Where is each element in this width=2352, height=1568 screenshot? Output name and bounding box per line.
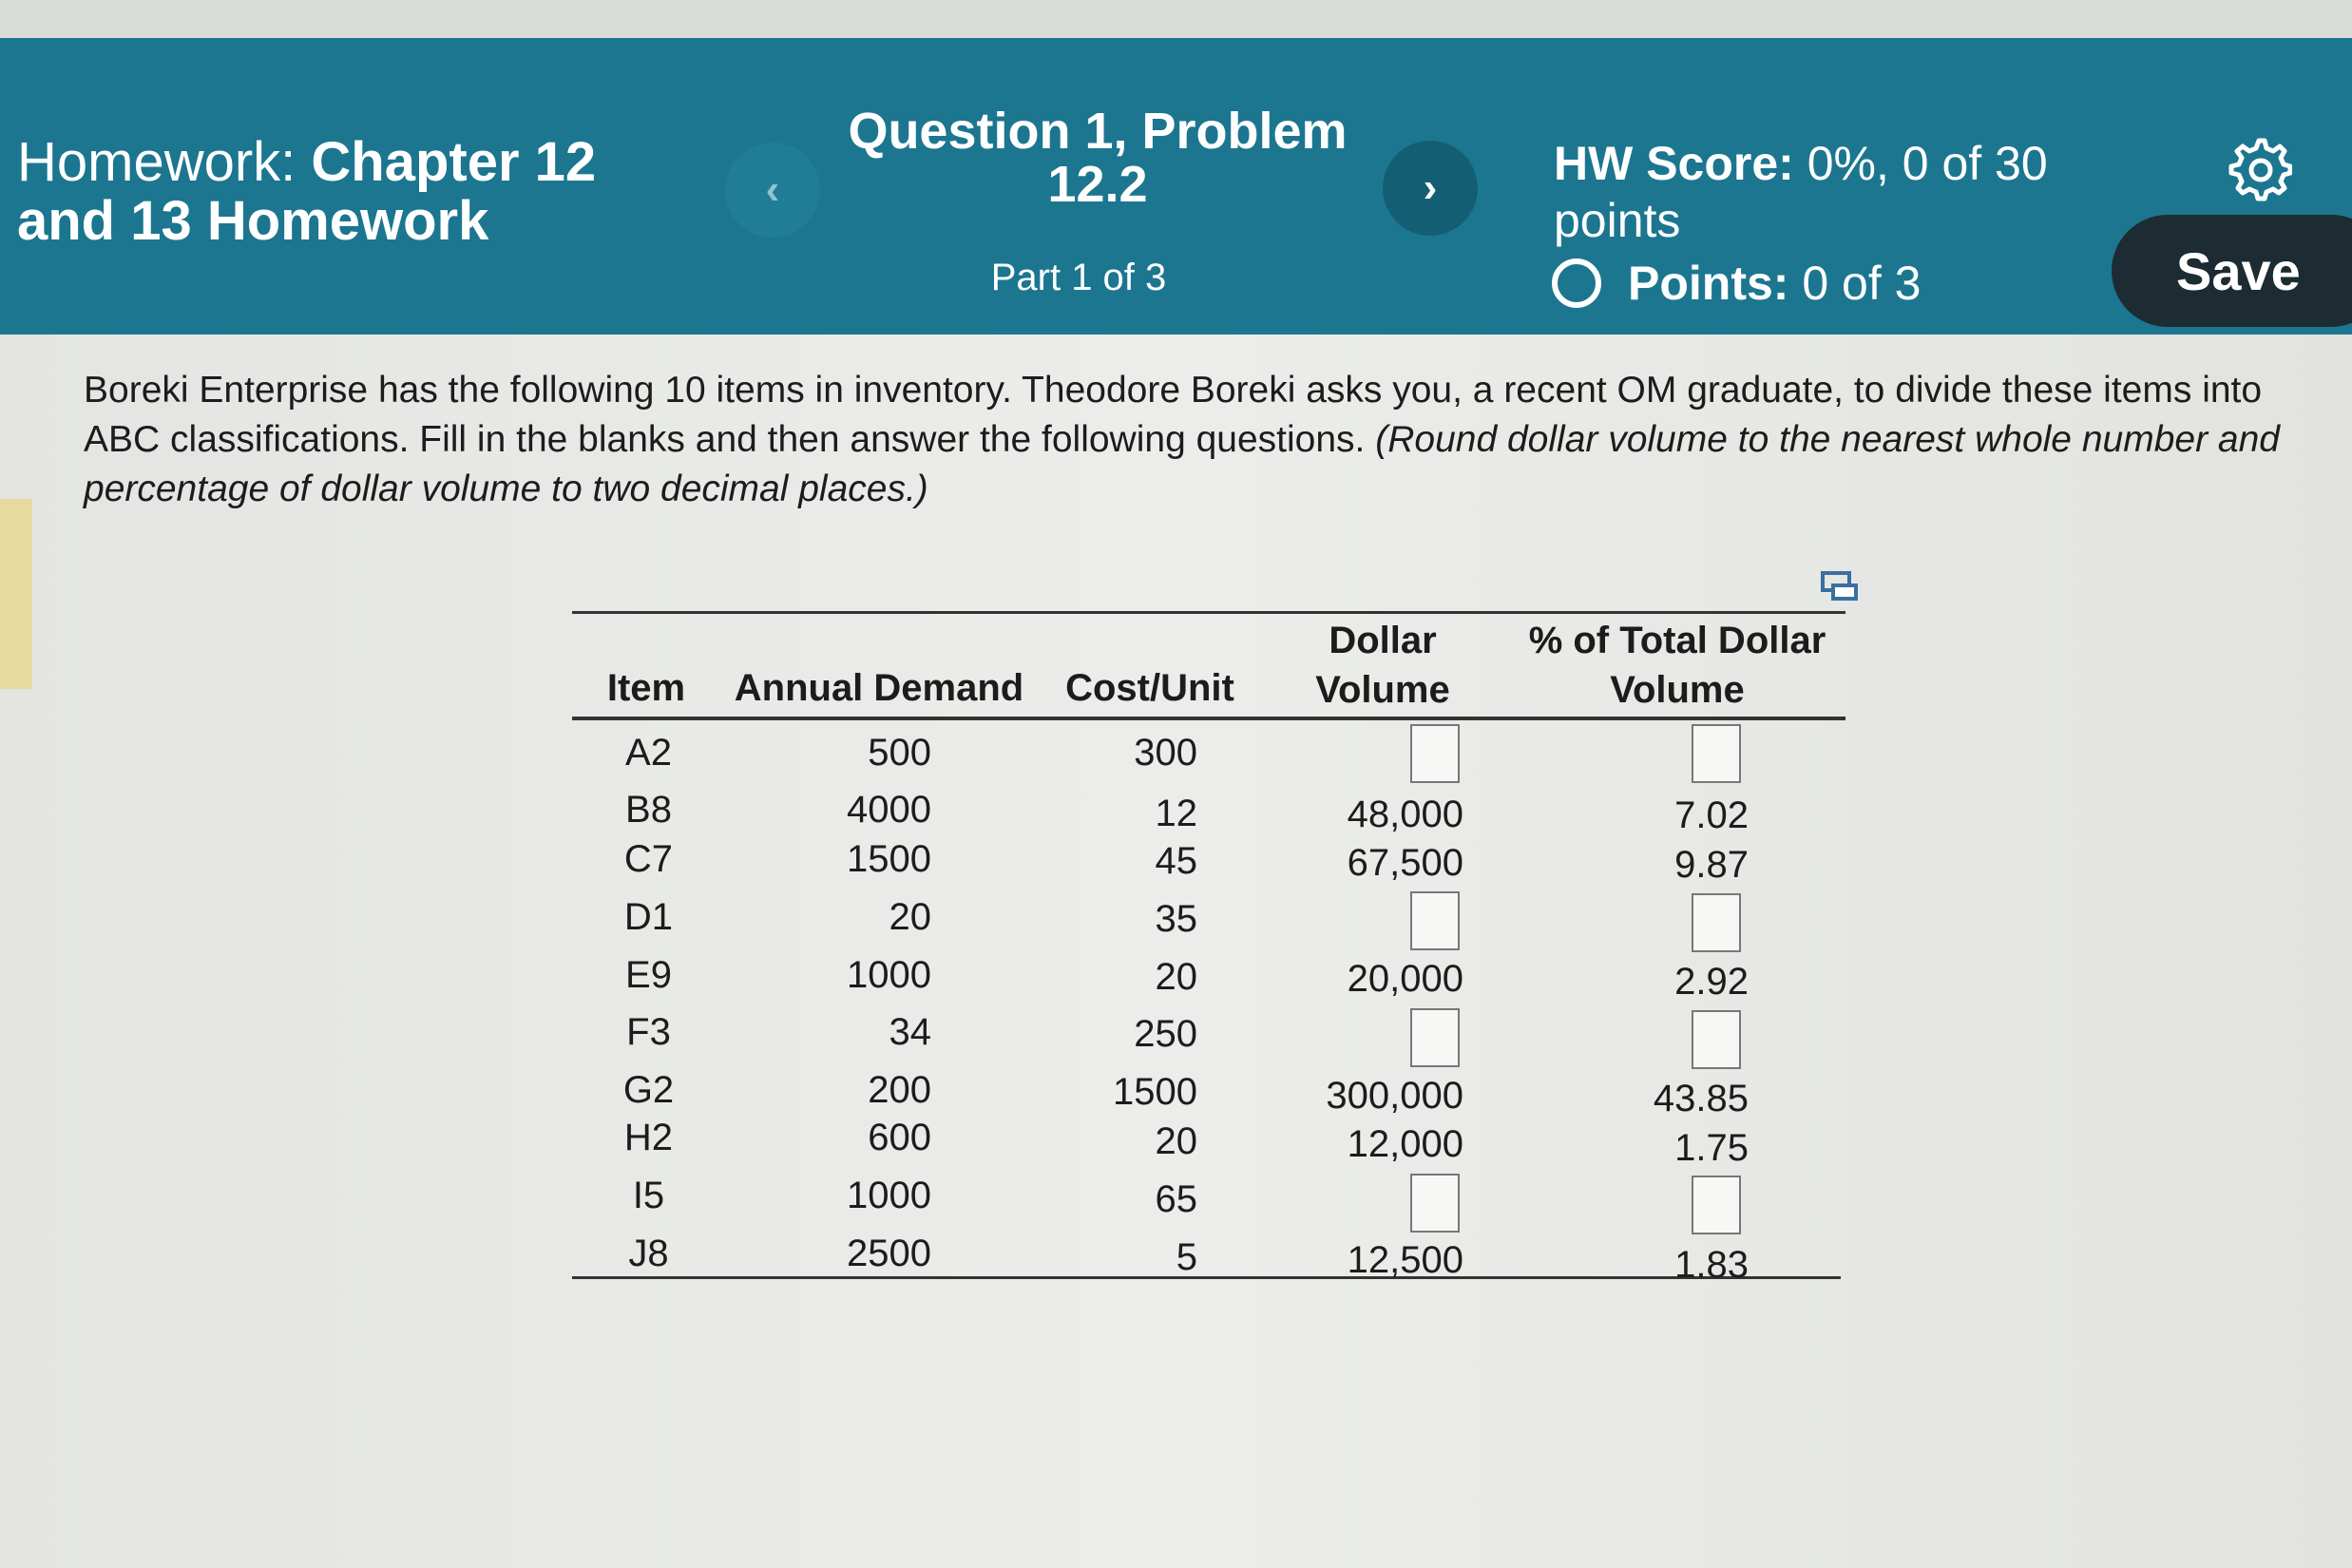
row-f3-cost: 250	[1134, 1013, 1197, 1055]
row-j8-percent: 1.83	[1674, 1244, 1749, 1286]
row-j8-cost: 5	[1176, 1236, 1197, 1278]
save-button[interactable]: Save	[2112, 215, 2352, 327]
row-b8-dollar-volume: 48,000	[1347, 794, 1463, 835]
row-c7-dollar-volume: 67,500	[1347, 842, 1463, 884]
row-a2-demand: 500	[868, 732, 931, 774]
row-b8-item: B8	[625, 789, 672, 831]
row-h2-demand: 600	[868, 1117, 931, 1158]
row-j8-dollar-volume: 12,500	[1347, 1239, 1463, 1281]
header-pct-line1: % of Total Dollar	[1528, 620, 1826, 661]
row-f3-dollar-volume-input[interactable]	[1410, 1008, 1460, 1067]
row-g2-demand: 200	[868, 1069, 931, 1111]
header-item: Item	[606, 667, 686, 709]
points-label: Points:	[1628, 257, 1789, 310]
row-g2-dollar-volume: 300,000	[1326, 1075, 1463, 1117]
previous-question-button[interactable]	[725, 143, 820, 238]
table-header-rule	[572, 717, 1845, 720]
row-d1-dollar-volume-input[interactable]	[1410, 891, 1460, 950]
row-f3-item: F3	[626, 1011, 671, 1053]
row-e9-demand: 1000	[847, 954, 931, 996]
chevron-right-icon: ›	[1423, 164, 1438, 211]
row-i5-demand: 1000	[847, 1175, 931, 1216]
row-a2-cost: 300	[1134, 732, 1197, 774]
instructions-rounding-note: (Round dollar volume to the nearest whole number and percentage of dollar volume to two decimal places.)	[84, 419, 2280, 509]
row-i5-cost: 65	[1155, 1178, 1197, 1220]
row-h2-item: H2	[623, 1117, 674, 1158]
row-g2-percent: 43.85	[1653, 1078, 1749, 1119]
question-title	[827, 105, 1368, 211]
row-d1-percent-input[interactable]	[1692, 893, 1741, 952]
row-j8-item: J8	[628, 1233, 669, 1274]
row-g2-item: G2	[622, 1069, 675, 1111]
row-i5-percent-input[interactable]	[1692, 1176, 1741, 1234]
instructions-text: Boreki Enterprise has the following 10 items in inventory. Theodore Boreki asks you, a recent OM graduate, to divide these items into ABC classifications. Fill in the blanks and then answer the following questions.	[84, 370, 2263, 460]
question-title-line2: 12.2	[1047, 156, 1148, 213]
row-h2-dollar-volume: 12,000	[1347, 1123, 1463, 1165]
row-c7-demand: 1500	[847, 838, 931, 880]
homework-name-line2: and 13 Homework	[17, 190, 489, 252]
row-i5-item: I5	[632, 1175, 665, 1216]
points-value: 0 of 3	[1802, 257, 1922, 310]
next-question-button[interactable]	[1383, 141, 1478, 236]
table-top-rule	[572, 611, 1845, 614]
points-status-circle-icon	[1552, 258, 1601, 308]
row-h2-cost: 20	[1155, 1120, 1197, 1162]
row-i5-dollar-volume-input[interactable]	[1410, 1174, 1460, 1233]
header-dollar-line2: Volume	[1315, 669, 1450, 711]
row-j8-demand: 2500	[847, 1233, 931, 1274]
row-a2-percent-input[interactable]	[1692, 724, 1741, 783]
row-f3-percent-input[interactable]	[1692, 1010, 1741, 1069]
homework-title	[17, 133, 625, 251]
header-dollar-volume	[1292, 616, 1473, 715]
hw-score-label: HW Score:	[1554, 137, 1794, 190]
left-edge-accent	[0, 499, 32, 689]
row-f3-demand: 34	[889, 1011, 931, 1053]
assignment-header	[0, 38, 2352, 335]
row-d1-demand: 20	[889, 896, 931, 938]
row-a2-dollar-volume-input[interactable]	[1410, 724, 1460, 783]
gear-icon[interactable]	[2226, 135, 2292, 201]
question-part: Part 1 of 3	[990, 257, 1167, 298]
row-d1-cost: 35	[1155, 898, 1197, 940]
row-e9-percent: 2.92	[1674, 961, 1749, 1003]
header-percent-total	[1506, 616, 1848, 715]
hw-score-unit: points	[1554, 194, 1681, 247]
row-b8-demand: 4000	[847, 789, 931, 831]
table-tools-icon[interactable]	[1820, 568, 1860, 604]
header-annual-demand: Annual Demand	[734, 667, 1024, 709]
row-b8-percent: 7.02	[1674, 794, 1749, 836]
header-cost-unit: Cost/Unit	[1065, 667, 1234, 709]
row-g2-cost: 1500	[1113, 1071, 1197, 1113]
row-e9-cost: 20	[1155, 956, 1197, 998]
header-dollar-line1: Dollar	[1329, 620, 1437, 661]
question-instructions	[84, 366, 2307, 514]
row-c7-cost: 45	[1155, 840, 1197, 882]
question-title-line1: Question 1, Problem	[848, 103, 1348, 160]
hw-score-value: 0%, 0 of 30	[1807, 137, 2048, 190]
homework-label: Homework:	[17, 131, 296, 193]
row-e9-dollar-volume: 20,000	[1347, 958, 1463, 1000]
row-b8-cost: 12	[1155, 793, 1197, 834]
row-c7-item: C7	[623, 838, 674, 880]
hw-score	[1554, 135, 2124, 249]
chevron-left-icon: ‹	[765, 166, 780, 213]
row-e9-item: E9	[625, 954, 672, 996]
row-h2-percent: 1.75	[1674, 1127, 1749, 1169]
browser-top-strip	[0, 0, 2352, 38]
question-points	[1552, 255, 1921, 312]
homework-name-line1: Chapter 12	[311, 131, 597, 193]
row-c7-percent: 9.87	[1674, 844, 1749, 886]
row-a2-item: A2	[625, 732, 672, 774]
header-pct-line2: Volume	[1610, 669, 1745, 711]
row-d1-item: D1	[623, 896, 674, 938]
